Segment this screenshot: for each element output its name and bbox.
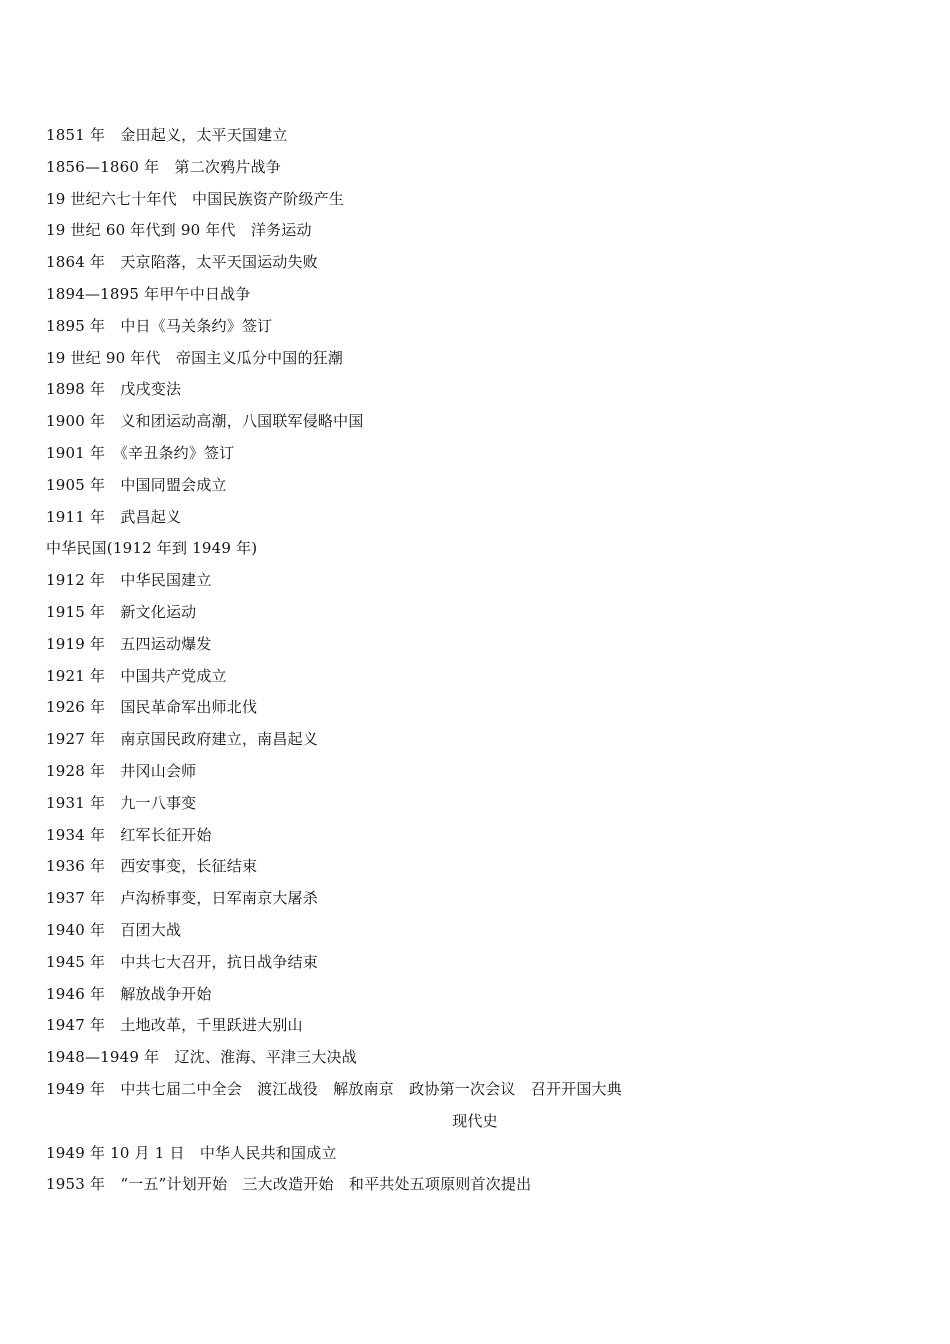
timeline-line: 1864 年 天京陷落，太平天国运动失败 (46, 253, 318, 272)
timeline-line: 1945 年 中共七大召开，抗日战争结束 (46, 952, 318, 971)
timeline-line: 1901 年 《辛丑条约》签订 (46, 443, 235, 462)
timeline-line: 1931 年 九一八事变 (46, 793, 197, 812)
timeline-line: 1926 年 国民革命军出师北伐 (46, 698, 258, 717)
timeline-line: 1911 年 武昌起义 (46, 507, 182, 526)
timeline-line: 1947 年 土地改革，千里跃进大别山 (46, 1016, 303, 1035)
timeline-line: 1912 年 中华民国建立 (46, 571, 212, 590)
timeline-line: 1949 年 10 月 1 日 中华人民共和国成立 (46, 1143, 337, 1162)
timeline-line: 1928 年 井冈山会师 (46, 761, 197, 780)
timeline-line: 1937 年 卢沟桥事变，日军南京大屠杀 (46, 889, 318, 908)
timeline-line: 1915 年 新文化运动 (46, 602, 197, 621)
timeline-line: 1856—1860 年 第二次鸦片战争 (46, 157, 281, 176)
timeline-line: 1946 年 解放战争开始 (46, 984, 212, 1003)
timeline-line: 1919 年 五四运动爆发 (46, 634, 212, 653)
timeline-line: 1934 年 红军长征开始 (46, 825, 212, 844)
timeline-line: 1921 年 中国共产党成立 (46, 666, 227, 685)
timeline-line: 1894—1895 年甲午中日战争 (46, 284, 251, 303)
timeline-line: 1905 年 中国同盟会成立 (46, 475, 227, 494)
timeline-line: 1940 年 百团大战 (46, 920, 182, 939)
timeline-text (46, 120, 906, 1201)
timeline-line: 1900 年 义和团运动高潮，八国联军侵略中国 (46, 412, 364, 431)
timeline-line: 19 世纪 60 年代到 90 年代 洋务运动 (46, 221, 312, 240)
section-heading: 中华民国(1912 年到 1949 年) (46, 539, 258, 558)
timeline-line: 1936 年 西安事变，长征结束 (46, 857, 258, 876)
timeline-line: 1949 年 中共七届二中全会 渡江战役 解放南京 政协第一次会议 召开开国大典 (46, 1079, 622, 1098)
timeline-line: 19 世纪六七十年代 中国民族资产阶级产生 (46, 189, 345, 208)
timeline-line: 1927 年 南京国民政府建立，南昌起义 (46, 730, 318, 749)
timeline-line: 1851 年 金田起义，太平天国建立 (46, 126, 288, 144)
timeline-line: 19 世纪 90 年代 帝国主义瓜分中国的狂潮 (46, 348, 344, 367)
section-heading-centered: 现代史 (452, 1111, 498, 1130)
timeline-line: 1948—1949 年 辽沈、淮海、平津三大决战 (46, 1048, 357, 1067)
timeline-line: 1898 年 戊戌变法 (46, 380, 182, 399)
timeline-line: 1895 年 中日《马关条约》签订 (46, 316, 273, 335)
timeline-line: 1953 年 “一五”计划开始 三大改造开始 和平共处五项原则首次提出 (46, 1175, 532, 1194)
